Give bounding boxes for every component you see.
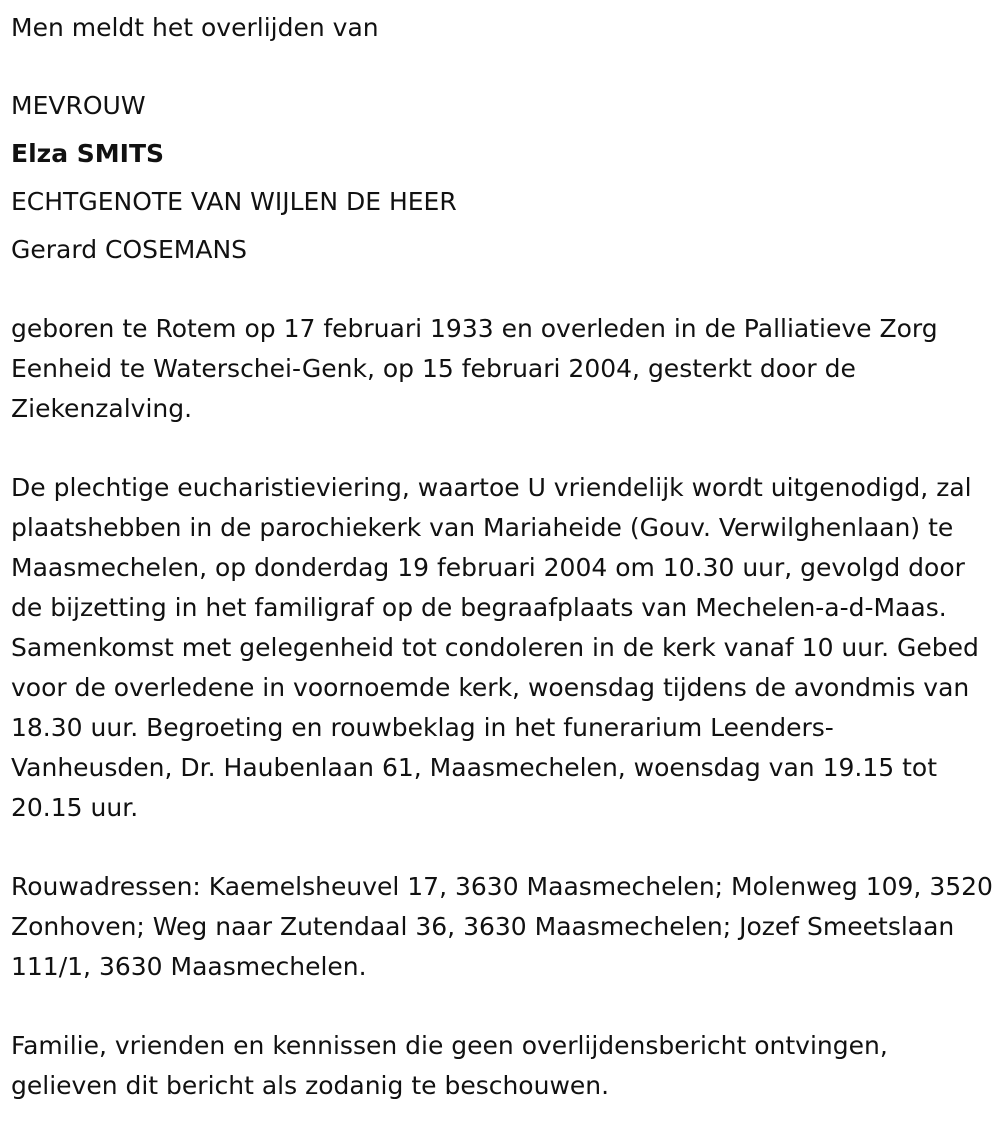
ceremony-paragraph: De plechtige eucharistieviering, waartoe U vriendelijk wordt uitgenodigd, zal plaatshebben in de parochiekerk van Mariaheide (Gouv. Verwilghenlaan) te Maasmechelen, op donderdag 19 februari 2004 om 10.30 uur, gevolgd door de bijzetting in het familigraf op de begraafplaats van Mechelen-a-d-Maas. Samenkomst met gelegenheid tot condoleren in de kerk vanaf 10 uur. Gebed voor de overledene in voornoemde kerk, woensdag tijdens de avondmis van 18.30 uur. Begroeting en rouwbeklag in het funerarium Leenders-Vanheusden, Dr. Haubenlaan 61, Maasmechelen, woensdag van 19.15 tot 20.15 uur.: [11, 473, 979, 822]
relation-line: ECHTGENOTE VAN WIJLEN DE HEER: [11, 187, 457, 216]
title-line: MEVROUW: [11, 91, 146, 120]
closing-paragraph: Familie, vrienden en kennissen die geen overlijdensbericht ontvingen, gelieven dit bericht als zodanig te beschouwen.: [11, 1031, 888, 1100]
deceased-name: Elza SMITS: [11, 139, 165, 168]
spouse-name: Gerard COSEMANS: [11, 235, 248, 264]
addresses-paragraph: Rouwadressen: Kaemelsheuvel 17, 3630 Maasmechelen; Molenweg 109, 3520 Zonhoven; Weg naar Zutendaal 36, 3630 Maasmechelen; Jozef Smeetslaan 111/1, 3630 Maasmechelen.: [11, 872, 993, 981]
intro-line: Men meldt het overlijden van: [11, 13, 379, 42]
birth-death-paragraph: geboren te Rotem op 17 februari 1933 en overleden in de Palliatieve Zorg Eenheid te Waterschei-Genk, op 15 februari 2004, gesterkt door de Ziekenzalving.: [11, 314, 938, 423]
